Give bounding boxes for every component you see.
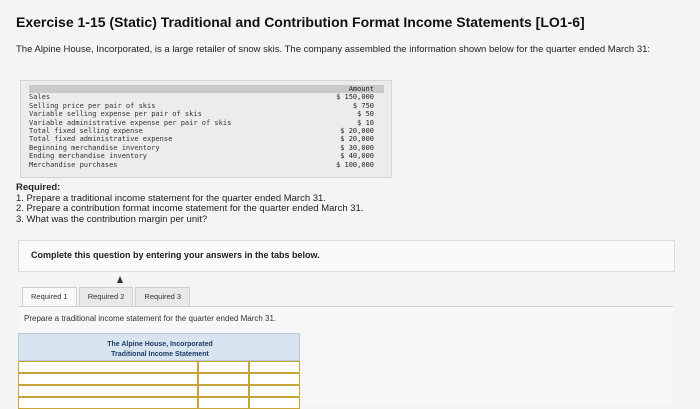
- row-label: Beginning merchandise inventory: [29, 143, 160, 152]
- tab-required-3[interactable]: Required 3: [135, 287, 190, 306]
- amount-input[interactable]: [198, 385, 249, 397]
- row-amount: $ 40,000: [340, 152, 374, 161]
- income-statement-form: [18, 333, 300, 404]
- row-amount: $ 10: [357, 118, 374, 127]
- table-row: [29, 161, 384, 169]
- table-row: [29, 102, 384, 110]
- tab-required-1[interactable]: Required 1: [22, 287, 77, 306]
- row-label: Sales: [29, 93, 51, 102]
- data-table-box: [20, 80, 392, 178]
- row-label: Variable selling expense per pair of skis: [29, 110, 202, 119]
- row-label: Total fixed administrative expense: [29, 135, 173, 144]
- statement-company: The Alpine House, Incorporated: [107, 341, 213, 348]
- table-row: [29, 110, 384, 118]
- required-section: [16, 183, 363, 225]
- line-item-input[interactable]: [18, 361, 198, 373]
- line-item-input[interactable]: [18, 385, 198, 397]
- table-row: [29, 144, 384, 152]
- table-row: [29, 93, 384, 101]
- instruction-box: [18, 240, 675, 272]
- data-table-header: [29, 85, 384, 93]
- table-row: [29, 152, 384, 160]
- row-label: Variable administrative expense per pair of skis: [29, 118, 232, 127]
- statement-row: [18, 373, 300, 385]
- mouse-cursor-icon: [117, 276, 123, 283]
- row-amount: $ 750: [352, 101, 374, 110]
- row-amount: $ 150,000: [336, 93, 374, 102]
- total-input[interactable]: [249, 385, 300, 397]
- row-label: Total fixed selling expense: [29, 127, 143, 136]
- instruction-text: Complete this question by entering your answers in the tabs below.: [31, 250, 320, 260]
- required-heading: Required:: [16, 182, 61, 193]
- total-input[interactable]: [249, 373, 300, 385]
- amount-input[interactable]: [198, 397, 249, 409]
- tab-bar: [22, 287, 192, 306]
- table-row: [29, 119, 384, 127]
- required-item-2: 2. Prepare a contribution format income statement for the quarter ended March 31.: [16, 203, 364, 214]
- statement-title: Traditional Income Statement: [111, 351, 209, 358]
- line-item-input[interactable]: [18, 397, 198, 409]
- amount-input[interactable]: [198, 361, 249, 373]
- statement-row: [18, 385, 300, 397]
- page-title: Exercise 1-15 (Static) Traditional and Contribution Format Income Statements [LO1-6]: [16, 14, 585, 30]
- row-amount: $ 50: [357, 110, 374, 119]
- row-amount: $ 30,000: [340, 143, 374, 152]
- row-label: Selling price per pair of skis: [29, 101, 156, 110]
- table-row: [29, 135, 384, 143]
- row-amount: $ 20,000: [340, 135, 374, 144]
- total-input[interactable]: [249, 361, 300, 373]
- row-label: Merchandise purchases: [29, 160, 118, 169]
- amount-input[interactable]: [198, 373, 249, 385]
- required-item-1: 1. Prepare a traditional income statement for the quarter ended March 31.: [16, 192, 326, 204]
- statement-header: [18, 333, 300, 361]
- tab-panel: [18, 306, 673, 404]
- required-item-3: 3. What was the contribution margin per unit?: [16, 213, 208, 225]
- total-input[interactable]: [249, 397, 300, 409]
- statement-row: [18, 397, 300, 409]
- row-amount: $ 20,000: [340, 127, 374, 136]
- tab-prompt: Prepare a traditional income statement for the quarter ended March 31.: [24, 314, 277, 323]
- data-table: [29, 85, 384, 169]
- row-amount: $ 100,000: [336, 160, 374, 169]
- tab-required-2[interactable]: Required 2: [79, 287, 134, 306]
- statement-row: [18, 361, 300, 373]
- intro-text: The Alpine House, Incorporated, is a large retailer of snow skis. The company assembled the information shown below for the quarter ended March 31:: [16, 44, 651, 55]
- line-item-input[interactable]: [18, 373, 198, 385]
- table-row: [29, 127, 384, 135]
- amount-header: Amount: [316, 85, 384, 93]
- row-label: Ending merchandise inventory: [29, 152, 148, 161]
